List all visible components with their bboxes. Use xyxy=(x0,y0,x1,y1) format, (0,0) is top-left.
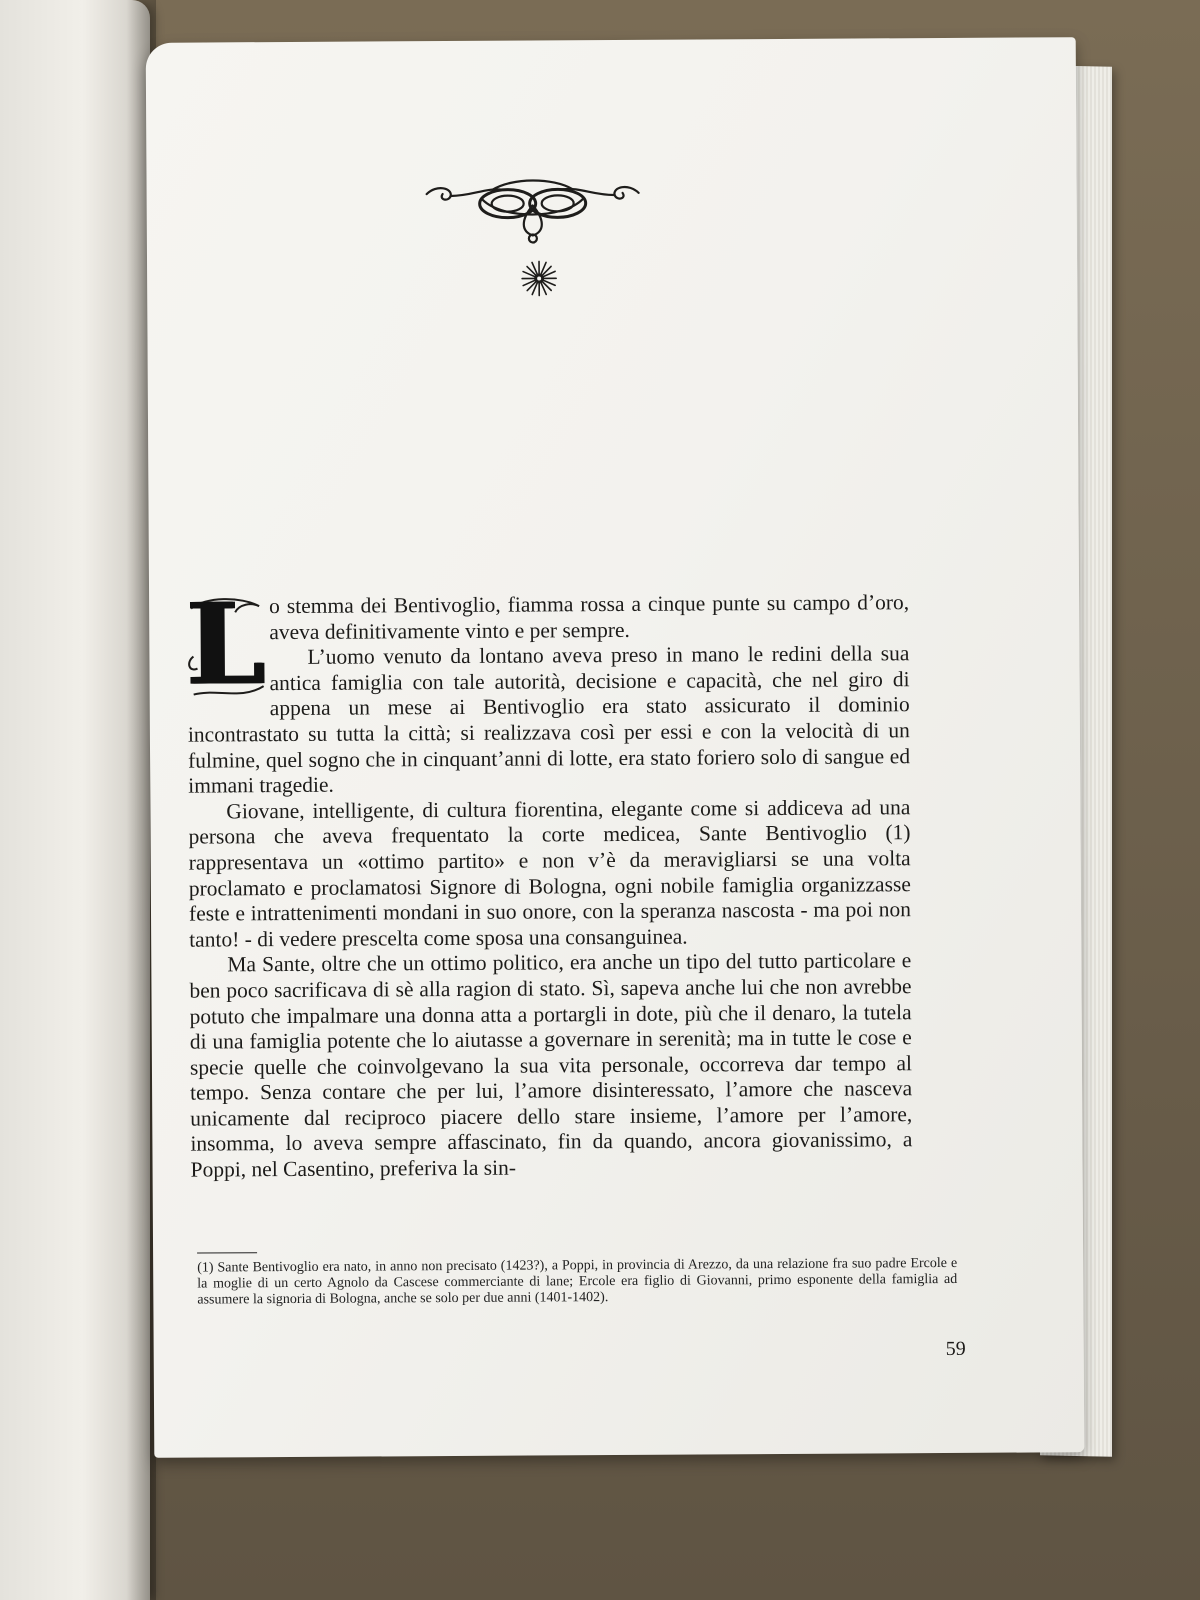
drop-cap-letter: L xyxy=(185,579,266,711)
paragraph-2: L’uomo venuto da lontano aveva preso in mano le redini della sua antica famiglia con tale autorità, decisione e capacità, che nel giro di appena un mese ai Bentivoglio era stato assicurato il dominio incontrastato su tutta la città; si realizzava così per essi e con la velocità di un fulmine, quel sogno che in cinquant’anni di lotte, era stato foriero solo di sangue ed immani tragedie. xyxy=(187,641,911,798)
paragraph-1: o stemma dei Bentivoglio, fiamma rossa a cinque punte su campo d’oro, aveva definitivamente vinto e per sempre. xyxy=(269,590,910,644)
scroll-flourish-ornament-icon xyxy=(423,175,643,246)
book-page xyxy=(146,37,1085,1458)
paragraph-3: Giovane, intelligente, di cultura fiorentina, elegante come si addiceva ad una persona che aveva frequentato la corte medicea, Sante Bentivoglio (1) rappresentava un «ottimo partito» e non v’è da meravigliarsi se una volta proclamato e proclamatosi Signore di Bologna, ogni nobile famiglia organizzasse feste e intrattenimenti mondani in suo onore, con la speranza nascosta - ma poi non tanto! - di vedere prescelta come sposa una consanguinea. xyxy=(188,794,912,952)
footnote-divider xyxy=(197,1252,257,1253)
page-number: 59 xyxy=(945,1337,966,1360)
paragraph-4: Ma Sante, oltre che un ottimo politico, era anche un tipo del tutto particolare e ben poco sacrificava di sè alla ragion di stato. Sì, sapeva anche lui che non avrebbe potuto che impalmare una donna atta a portargli in dote, più che il denaro, la tutela di una famiglia potente che lo aiutasse a governare in serenità; ma in tutte le cose e specie quelle che coinvolgevano la sua vita personale, occorreva dar tempo al tempo. Senza contare che per lui, l’amore disinteressato, l’amore che nasceva unicamente dal reciproco piacere dello stare insieme, l’amore per l’amore, insomma, lo aveva sempre affascinato, fin da quando, ancora giovanissimo, a Poppi, nel Casentino, preferiva la sin- xyxy=(189,948,913,1182)
body-text xyxy=(185,579,913,1183)
footnote: (1) Sante Bentivoglio era nato, in anno non precisato (1423?), a Poppi, in provincia di Arezzo, da una relazione fra suo padre Ercole e la moglie di un certo Agnolo da Cascese commerciante di lane; Ercole era figlio di Giovanni, primo esponente della famiglia ad assumere la signoria di Bologna, anche se solo per due anni (1401-1402). xyxy=(197,1255,958,1308)
rosette-flower-icon xyxy=(519,258,559,298)
decorative-drop-cap xyxy=(185,579,266,711)
